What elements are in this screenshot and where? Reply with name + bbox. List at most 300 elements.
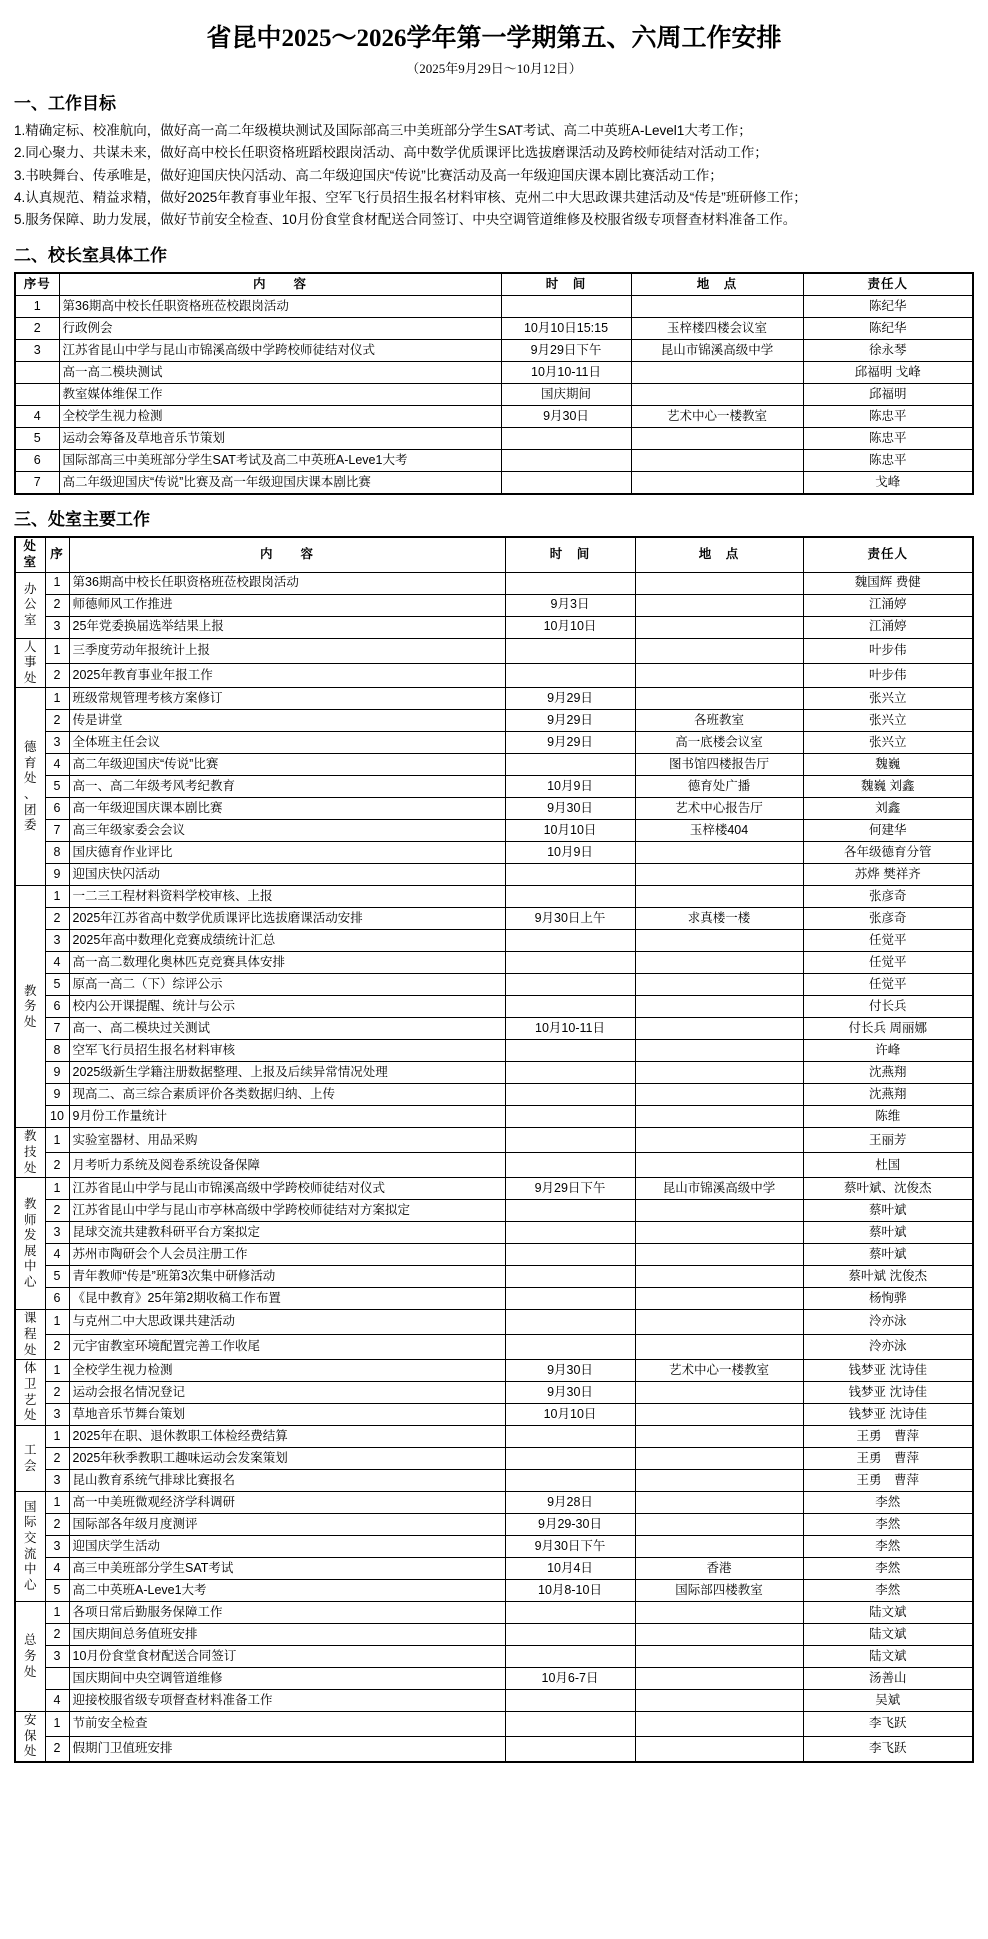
cell-no: 5 [15, 428, 59, 450]
cell-no: 2 [45, 594, 69, 616]
col-header-time: 时 间 [505, 537, 635, 572]
cell-no: 3 [45, 930, 69, 952]
page-subtitle: （2025年9月29日～10月12日） [406, 61, 582, 76]
cell-time [505, 864, 635, 886]
cell-no: 2 [45, 908, 69, 930]
cell-place: 高一底楼会议室 [635, 732, 803, 754]
col-header-person: 责任人 [803, 537, 973, 572]
cell-place [631, 450, 803, 472]
cell-content: 2025级新生学籍注册数据整理、上报及后续异常情况处理 [69, 1062, 505, 1084]
cell-content: 教室媒体维保工作 [59, 384, 501, 406]
goal-item: 1.精确定标、校准航向，做好高一高二年级模块测试及国际部高三中美班部分学生SAT考试、高二中英班A-Level1大考工作； [14, 123, 752, 138]
cell-content: 高二年级迎国庆“传说”比赛及高一年级迎国庆课本剧比赛 [59, 472, 501, 495]
cell-content: 高三年级家委会会议 [69, 820, 505, 842]
cell-place: 德育处广播 [635, 776, 803, 798]
cell-no: 4 [45, 1244, 69, 1266]
cell-time: 9月30日 [501, 406, 631, 428]
cell-time [505, 1624, 635, 1646]
cell-person: 张兴立 [803, 732, 973, 754]
table-row [15, 1084, 973, 1106]
col-header-place: 地 点 [635, 537, 803, 572]
cell-person: 邱福明 [803, 384, 973, 406]
cell-place [635, 930, 803, 952]
cell-place [635, 974, 803, 996]
cell-content: 苏州市陶研会个人会员注册工作 [69, 1244, 505, 1266]
table-row [15, 842, 973, 864]
dept-label: 国 际 交 流 中 心 [15, 1492, 45, 1602]
cell-no: 3 [45, 1470, 69, 1492]
cell-place [631, 296, 803, 318]
cell-place: 国际部四楼教室 [635, 1580, 803, 1602]
cell-time [505, 1426, 635, 1448]
table-header-row [15, 273, 973, 296]
cell-content: 行政例会 [59, 318, 501, 340]
cell-content: 10月份食堂食材配送合同签订 [69, 1646, 505, 1668]
cell-no: 1 [45, 572, 69, 594]
cell-content: 三季度劳动年报统计上报 [69, 638, 505, 663]
cell-person: 蔡叶斌、沈俊杰 [803, 1178, 973, 1200]
cell-person: 王勇 曹萍 [803, 1470, 973, 1492]
cell-time: 10月10-11日 [505, 1018, 635, 1040]
dept-label: 总 务 处 [15, 1602, 45, 1712]
cell-no: 1 [15, 296, 59, 318]
cell-place [635, 1062, 803, 1084]
cell-content: 国际部各年级月度测评 [69, 1514, 505, 1536]
cell-person: 钱梦亚 沈诗佳 [803, 1404, 973, 1426]
cell-place: 求真楼一楼 [635, 908, 803, 930]
cell-person: 任觉平 [803, 952, 973, 974]
cell-person: 陈纪华 [803, 318, 973, 340]
cell-no: 5 [45, 974, 69, 996]
table-row [15, 952, 973, 974]
cell-no: 1 [45, 1426, 69, 1448]
cell-time [505, 1106, 635, 1128]
cell-person: 沈燕翔 [803, 1062, 973, 1084]
cell-person: 钱梦亚 沈诗佳 [803, 1360, 973, 1382]
cell-person: 汤善山 [803, 1668, 973, 1690]
cell-content: 高一高二模块测试 [59, 362, 501, 384]
cell-person: 邱福明 戈峰 [803, 362, 973, 384]
cell-no: 1 [45, 1360, 69, 1382]
cell-no: 3 [45, 732, 69, 754]
table-row [15, 1360, 973, 1382]
cell-content: 草地音乐节舞台策划 [69, 1404, 505, 1426]
cell-place [635, 996, 803, 1018]
cell-no: 4 [45, 754, 69, 776]
cell-content: 运动会筹备及草地音乐节策划 [59, 428, 501, 450]
cell-time [505, 1690, 635, 1712]
cell-place: 艺术中心报告厅 [635, 798, 803, 820]
cell-person: 苏烨 樊祥齐 [803, 864, 973, 886]
cell-person: 李飞跃 [803, 1712, 973, 1737]
cell-person: 泠亦泳 [803, 1310, 973, 1335]
table-row [15, 1062, 973, 1084]
cell-no: 2 [45, 1514, 69, 1536]
cell-no: 1 [45, 1310, 69, 1335]
dept-label: 教 务 处 [15, 886, 45, 1128]
cell-content: 迎国庆快闪活动 [69, 864, 505, 886]
cell-place [635, 886, 803, 908]
cell-time [505, 952, 635, 974]
cell-time [505, 1128, 635, 1153]
cell-person: 任觉平 [803, 974, 973, 996]
table-row [15, 1178, 973, 1200]
cell-place [635, 638, 803, 663]
table-row [15, 1426, 973, 1448]
cell-time [505, 886, 635, 908]
table-row [15, 1737, 973, 1762]
cell-time [505, 1448, 635, 1470]
col-header-content: 内 容 [69, 537, 505, 572]
cell-no: 2 [45, 1153, 69, 1178]
table-row [15, 1558, 973, 1580]
cell-time: 10月9日 [505, 842, 635, 864]
table-row [15, 820, 973, 842]
cell-place [635, 1404, 803, 1426]
table-row [15, 1470, 973, 1492]
table-row [15, 930, 973, 952]
cell-person: 杜国 [803, 1153, 973, 1178]
cell-content: 高三中美班部分学生SAT考试 [69, 1558, 505, 1580]
cell-no: 9 [45, 1062, 69, 1084]
table-row [15, 638, 973, 663]
cell-place [635, 1018, 803, 1040]
cell-content: 2025年江苏省高中数学优质课评比选拔磨课活动安排 [69, 908, 505, 930]
goal-item: 3.书映舞台、传承唯是，做好迎国庆快闪活动、高二年级迎国庆“传说”比赛活动及高一年级迎国庆课本剧比赛活动工作； [14, 167, 723, 183]
table-row [15, 1668, 973, 1690]
dept-label: 安 保 处 [15, 1712, 45, 1762]
cell-place: 昆山市锦溪高级中学 [631, 340, 803, 362]
cell-content: 运动会报名情况登记 [69, 1382, 505, 1404]
table-row [15, 886, 973, 908]
cell-place [635, 1310, 803, 1335]
cell-no: 1 [45, 638, 69, 663]
cell-place [635, 1536, 803, 1558]
table-row [15, 776, 973, 798]
cell-time: 9月29日 [505, 710, 635, 732]
cell-content: 第36期高中校长任职资格班莅校跟岗活动 [59, 296, 501, 318]
principal-work-table [14, 272, 974, 495]
cell-place [635, 842, 803, 864]
cell-person: 王丽芳 [803, 1128, 973, 1153]
cell-person: 吴斌 [803, 1690, 973, 1712]
table-row [15, 1018, 973, 1040]
cell-content: 迎国庆学生活动 [69, 1536, 505, 1558]
cell-time: 10月4日 [505, 1558, 635, 1580]
cell-content: 高一、高二年级考风考纪教育 [69, 776, 505, 798]
cell-content: 国庆期间总务值班安排 [69, 1624, 505, 1646]
cell-place: 艺术中心一楼教室 [635, 1360, 803, 1382]
cell-no [15, 362, 59, 384]
cell-no [15, 384, 59, 406]
table-row [15, 1404, 973, 1426]
cell-content: 2025年在职、退休教职工体检经费结算 [69, 1426, 505, 1448]
cell-no: 3 [45, 1222, 69, 1244]
cell-time [505, 1266, 635, 1288]
cell-person: 江涌婷 [803, 594, 973, 616]
cell-person: 刘鑫 [803, 798, 973, 820]
cell-content: 月考听力系统及阅卷系统设备保障 [69, 1153, 505, 1178]
cell-no: 4 [45, 952, 69, 974]
cell-no: 2 [45, 1200, 69, 1222]
cell-person: 李然 [803, 1514, 973, 1536]
dept-label: 德 育 处 、 团 委 [15, 688, 45, 886]
table-row [15, 1602, 973, 1624]
cell-place [635, 864, 803, 886]
cell-place: 各班教室 [635, 710, 803, 732]
cell-place [635, 1040, 803, 1062]
cell-no: 3 [45, 1646, 69, 1668]
cell-place: 艺术中心一楼教室 [631, 406, 803, 428]
cell-place [631, 384, 803, 406]
table-row [15, 340, 973, 362]
cell-content: 高一中美班微观经济学科调研 [69, 1492, 505, 1514]
cell-person: 徐永琴 [803, 340, 973, 362]
cell-content: 25年党委换届选举结果上报 [69, 616, 505, 638]
dept-label: 人 事 处 [15, 638, 45, 688]
cell-content: 全校学生视力检测 [59, 406, 501, 428]
cell-time [505, 1062, 635, 1084]
cell-time [505, 1335, 635, 1360]
cell-place: 图书馆四楼报告厅 [635, 754, 803, 776]
cell-content: 节前安全检查 [69, 1712, 505, 1737]
cell-place [631, 362, 803, 384]
cell-time [501, 472, 631, 495]
col-header-content: 内 容 [59, 273, 501, 296]
cell-place [635, 1448, 803, 1470]
cell-content: 高一、高二模块过关测试 [69, 1018, 505, 1040]
cell-person: 江涌婷 [803, 616, 973, 638]
table-row [15, 663, 973, 688]
cell-content: 原高一高二（下）综评公示 [69, 974, 505, 996]
cell-person: 泠亦泳 [803, 1335, 973, 1360]
cell-no: 9 [45, 1084, 69, 1106]
cell-no: 10 [45, 1106, 69, 1128]
table-row [15, 1200, 973, 1222]
cell-time [505, 1153, 635, 1178]
cell-time: 10月10日15:15 [501, 318, 631, 340]
table-row [15, 1222, 973, 1244]
table-row [15, 1514, 973, 1536]
table-row [15, 362, 973, 384]
cell-time [505, 1288, 635, 1310]
col-header-person: 责任人 [803, 273, 973, 296]
cell-content: 元宇宙教室环境配置完善工作收尾 [69, 1335, 505, 1360]
cell-no: 1 [45, 1712, 69, 1737]
cell-place [635, 594, 803, 616]
dept-label: 办 公 室 [15, 572, 45, 638]
cell-no: 9 [45, 864, 69, 886]
cell-no: 2 [45, 1737, 69, 1762]
cell-person: 陈维 [803, 1106, 973, 1128]
table-row [15, 974, 973, 996]
table-row [15, 710, 973, 732]
table-row [15, 798, 973, 820]
cell-no: 5 [45, 1580, 69, 1602]
cell-person: 张彦奇 [803, 908, 973, 930]
table-row [15, 1646, 973, 1668]
col-header-dept: 处室 [15, 537, 45, 572]
cell-place [635, 1470, 803, 1492]
cell-person: 魏国辉 费健 [803, 572, 973, 594]
cell-no: 4 [45, 1690, 69, 1712]
table-row [15, 1492, 973, 1514]
col-header-no: 序 [45, 537, 69, 572]
section-title-principal: 二、校长室具体工作 [14, 246, 167, 266]
cell-place [635, 1222, 803, 1244]
cell-time: 9月3日 [505, 594, 635, 616]
cell-place [635, 1712, 803, 1737]
goal-item: 5.服务保障、助力发展，做好节前安全检查、10月份食堂食材配送合同签订、中央空调管道维修及校服省级专项督查材料准备工作。 [14, 212, 797, 228]
cell-no: 3 [45, 616, 69, 638]
cell-no: 5 [45, 776, 69, 798]
cell-person: 陆文斌 [803, 1646, 973, 1668]
cell-no: 6 [45, 1288, 69, 1310]
cell-content: 高一高二数理化奥林匹克竞赛具体安排 [69, 952, 505, 974]
cell-no: 3 [15, 340, 59, 362]
cell-place [635, 1382, 803, 1404]
cell-time [505, 1470, 635, 1492]
cell-no: 2 [45, 1382, 69, 1404]
cell-place [635, 1426, 803, 1448]
cell-time [505, 974, 635, 996]
cell-person: 沈燕翔 [803, 1084, 973, 1106]
table-row [15, 908, 973, 930]
cell-time [505, 663, 635, 688]
cell-time: 9月29日下午 [505, 1178, 635, 1200]
cell-no: 6 [45, 798, 69, 820]
table-row [15, 450, 973, 472]
cell-time [505, 638, 635, 663]
cell-time: 国庆期间 [501, 384, 631, 406]
table-row [15, 1128, 973, 1153]
table-row [15, 1310, 973, 1335]
table-row [15, 996, 973, 1018]
cell-content: 与克州二中大思政课共建活动 [69, 1310, 505, 1335]
cell-time [505, 1310, 635, 1335]
table-row [15, 472, 973, 495]
cell-no: 7 [45, 820, 69, 842]
cell-person: 王勇 曹萍 [803, 1426, 973, 1448]
table-row [15, 1106, 973, 1128]
cell-content: 现高二、高三综合素质评价各类数据归纳、上传 [69, 1084, 505, 1106]
table-row [15, 1288, 973, 1310]
cell-place [635, 1602, 803, 1624]
cell-person: 李然 [803, 1558, 973, 1580]
table-row [15, 1580, 973, 1602]
cell-place [635, 1335, 803, 1360]
cell-time [505, 1712, 635, 1737]
table-row [15, 1382, 973, 1404]
cell-content: 校内公开课提醒、统计与公示 [69, 996, 505, 1018]
cell-time [505, 996, 635, 1018]
table-row [15, 1624, 973, 1646]
cell-time: 10月6-7日 [505, 1668, 635, 1690]
cell-place [635, 1646, 803, 1668]
table-row [15, 428, 973, 450]
cell-content: 江苏省昆山中学与昆山市亭林高级中学跨校师徒结对方案拟定 [69, 1200, 505, 1222]
cell-place [635, 1690, 803, 1712]
cell-person: 李然 [803, 1580, 973, 1602]
cell-time [501, 428, 631, 450]
cell-person: 叶步伟 [803, 638, 973, 663]
cell-person: 蔡叶斌 沈俊杰 [803, 1266, 973, 1288]
cell-time: 9月30日上午 [505, 908, 635, 930]
goals-list [14, 120, 974, 231]
cell-person: 陆文斌 [803, 1624, 973, 1646]
cell-time: 10月10日 [505, 1404, 635, 1426]
cell-place [635, 688, 803, 710]
cell-content: 江苏省昆山中学与昆山市锦溪高级中学跨校师徒结对仪式 [59, 340, 501, 362]
cell-place [635, 1244, 803, 1266]
cell-place [635, 1288, 803, 1310]
cell-place [635, 1200, 803, 1222]
cell-time [505, 1040, 635, 1062]
section-title-goals: 一、工作目标 [14, 94, 116, 113]
cell-person: 杨恂骅 [803, 1288, 973, 1310]
cell-time [505, 1244, 635, 1266]
cell-place [635, 1106, 803, 1128]
table-header-row [15, 537, 973, 572]
goal-item: 4.认真规范、精益求精，做好2025年教育事业年报、空军飞行员招生报名材料审核、克州二中大思政课共建活动及“传是”班研修工作； [14, 189, 807, 205]
cell-no: 2 [15, 318, 59, 340]
cell-no: 7 [45, 1018, 69, 1040]
cell-content: 《昆中教育》25年第2期收稿工作布置 [69, 1288, 505, 1310]
cell-place: 玉梓楼四楼会议室 [631, 318, 803, 340]
table-row [15, 296, 973, 318]
cell-no: 4 [45, 1558, 69, 1580]
cell-person: 陈忠平 [803, 428, 973, 450]
cell-place [635, 1266, 803, 1288]
cell-content: 9月份工作量统计 [69, 1106, 505, 1128]
table-row [15, 1266, 973, 1288]
cell-place [635, 663, 803, 688]
cell-content: 传是讲堂 [69, 710, 505, 732]
cell-content: 实验室器材、用品采购 [69, 1128, 505, 1153]
cell-time [505, 1200, 635, 1222]
cell-person: 李飞跃 [803, 1737, 973, 1762]
cell-no: 1 [45, 1492, 69, 1514]
cell-person: 许峰 [803, 1040, 973, 1062]
cell-time: 10月10日 [505, 616, 635, 638]
cell-content: 昆球交流共建教科研平台方案拟定 [69, 1222, 505, 1244]
col-header-time: 时 间 [501, 273, 631, 296]
table-row [15, 384, 973, 406]
cell-place [635, 1084, 803, 1106]
cell-no [45, 1668, 69, 1690]
cell-time [505, 1646, 635, 1668]
cell-person: 陆文斌 [803, 1602, 973, 1624]
table-row [15, 732, 973, 754]
cell-time: 9月29日 [505, 688, 635, 710]
cell-place [635, 572, 803, 594]
cell-place [635, 1737, 803, 1762]
cell-person: 付长兵 [803, 996, 973, 1018]
cell-content: 2025年教育事业年报工作 [69, 663, 505, 688]
cell-time: 9月30日 [505, 798, 635, 820]
table-row [15, 406, 973, 428]
cell-person: 戈峰 [803, 472, 973, 495]
table-row [15, 864, 973, 886]
cell-no: 1 [45, 688, 69, 710]
dept-label: 教 技 处 [15, 1128, 45, 1178]
cell-time [505, 1084, 635, 1106]
cell-time [505, 1222, 635, 1244]
cell-place [635, 1128, 803, 1153]
cell-content: 国庆德育作业评比 [69, 842, 505, 864]
cell-place [635, 1492, 803, 1514]
table-row [15, 616, 973, 638]
